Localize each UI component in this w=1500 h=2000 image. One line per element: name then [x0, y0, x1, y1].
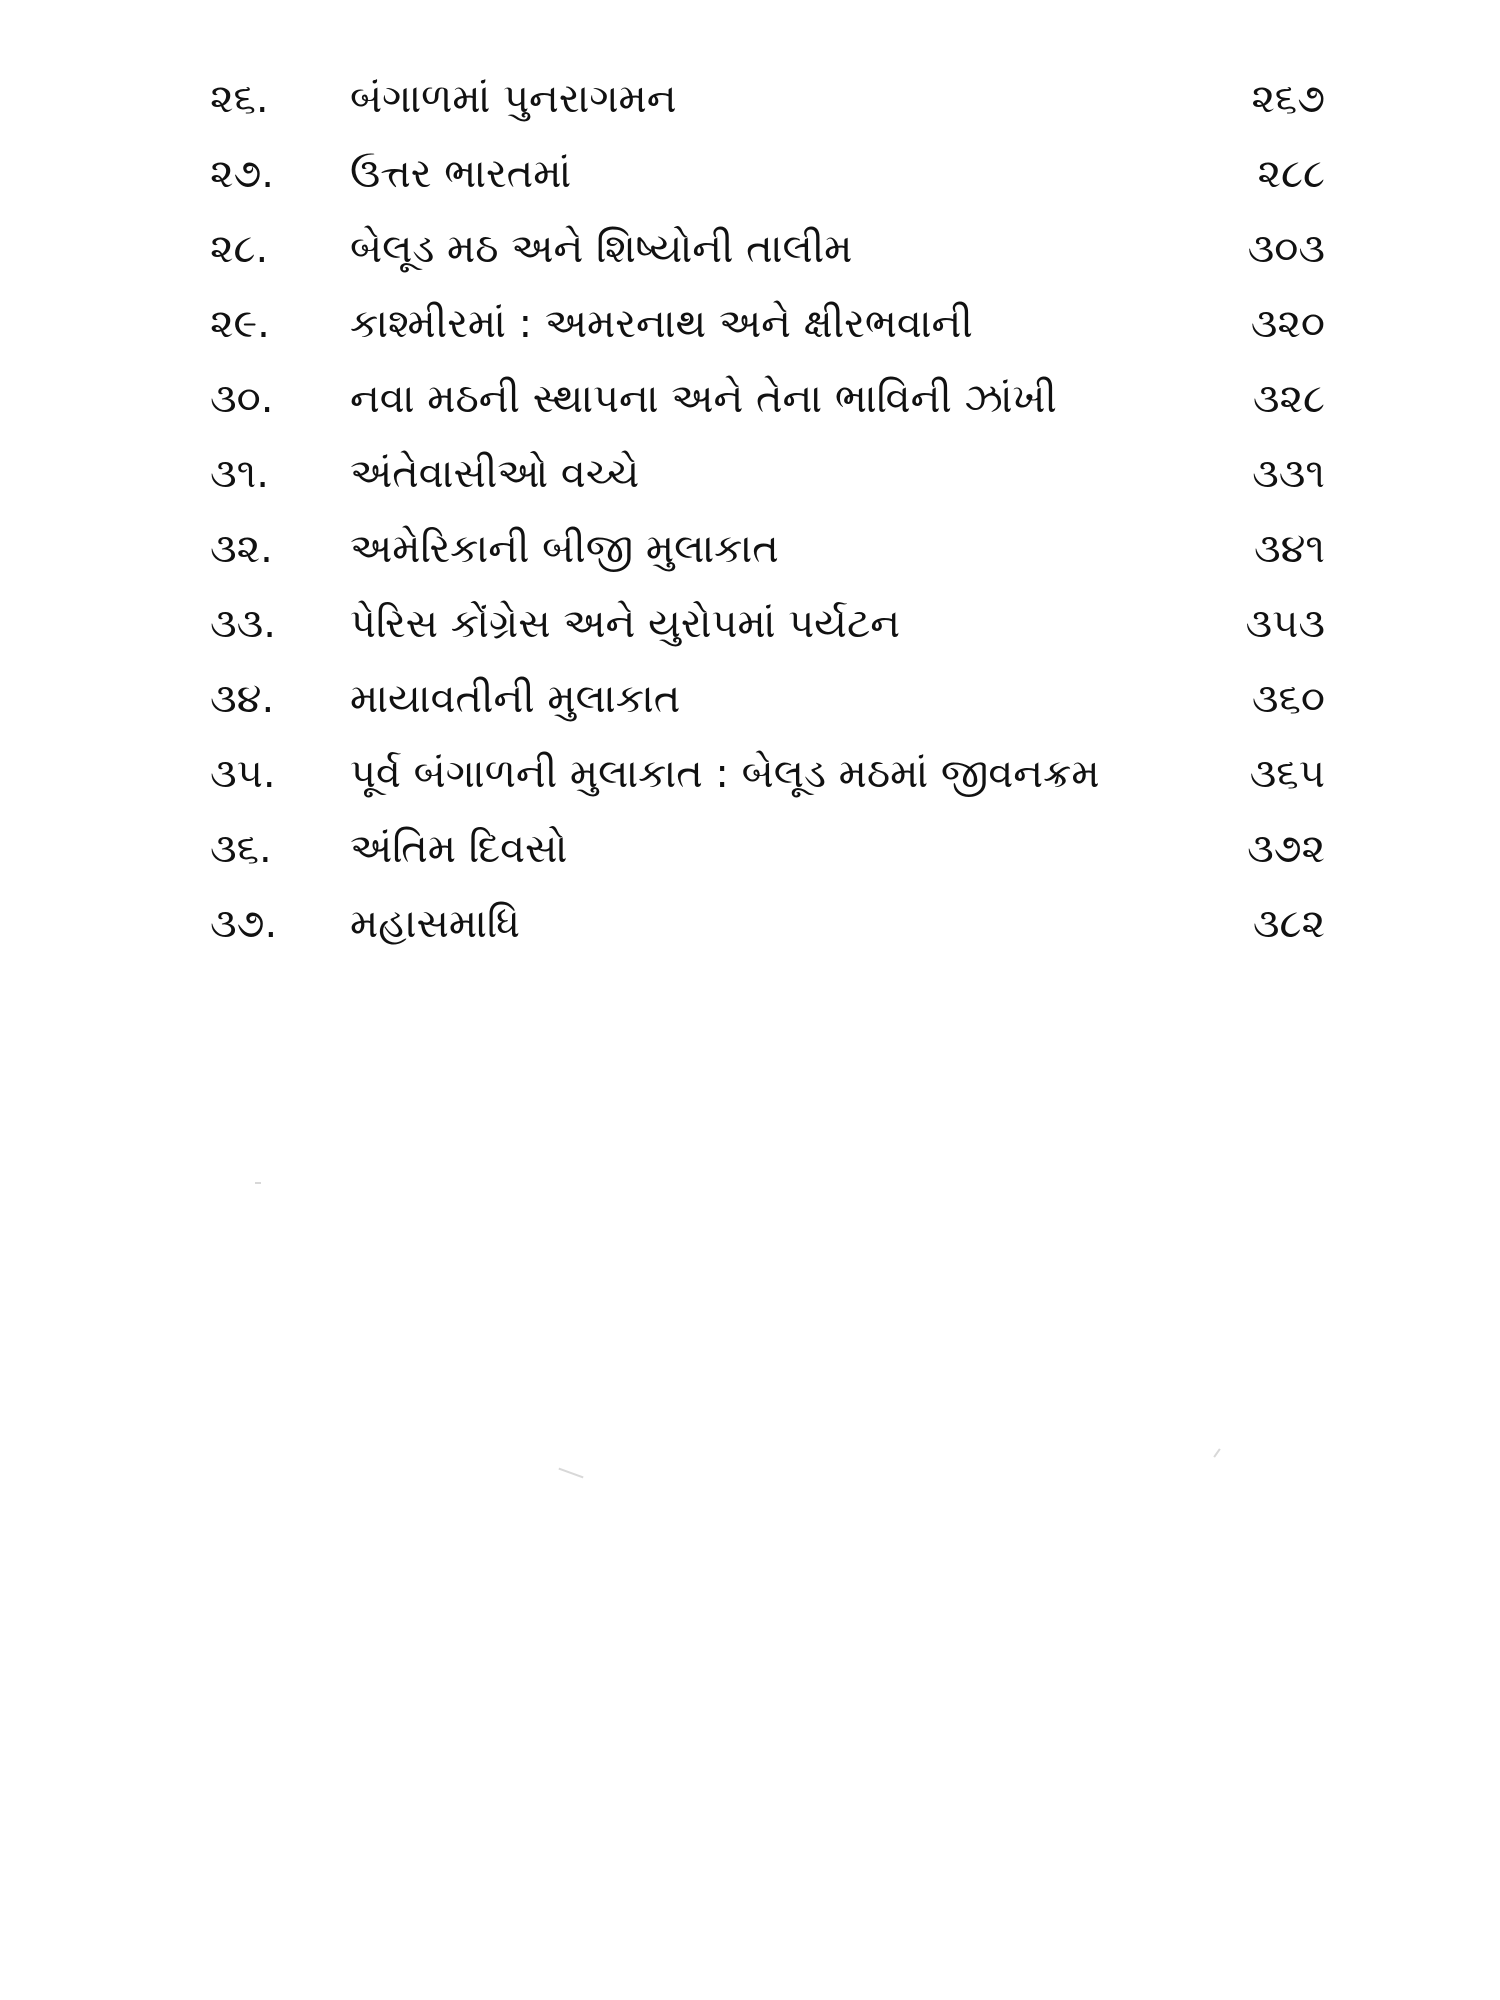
chapter-number: ૩૩.	[210, 601, 276, 647]
chapter-title: માયાવતીની મુલાકાત	[350, 676, 681, 722]
scan-speck	[1213, 1448, 1220, 1457]
chapter-title: અંતિમ દિવસો	[350, 826, 568, 872]
chapter-title: પૂર્વ બંગાળની મુલાકાત : બેલૂડ મઠમાં જીવનક્રમ	[350, 751, 1100, 797]
page-number: ૩૨૮	[1252, 376, 1325, 422]
toc-row-35	[210, 737, 1325, 812]
chapter-number: ૩૭.	[210, 901, 278, 947]
chapter-title: પેરિસ કોંગ્રેસ અને યુરોપમાં પર્યટન	[350, 601, 901, 647]
page-number: ૨૬૭	[1251, 76, 1325, 122]
chapter-number: ૨૭.	[210, 151, 274, 197]
toc-row-34	[210, 662, 1325, 737]
chapter-number: ૩૦.	[210, 376, 274, 422]
page-number: ૩૬૫	[1249, 751, 1325, 797]
toc-row-28	[210, 212, 1325, 287]
toc-row-29	[210, 287, 1325, 362]
chapter-number: ૩૨.	[210, 526, 273, 572]
toc-row-36	[210, 812, 1325, 887]
toc-row-37	[210, 887, 1325, 962]
toc-row-27	[210, 137, 1325, 212]
page-number: ૩૦૩	[1247, 226, 1325, 272]
toc-row-33	[210, 587, 1325, 662]
chapter-number: ૨૮.	[210, 226, 269, 272]
table-of-contents	[210, 62, 1325, 962]
page-number: ૩૭૨	[1247, 826, 1325, 872]
chapter-title: નવા મઠની સ્થાપના અને તેના ભાવિની ઝાંખી	[350, 376, 1057, 422]
chapter-number: ૩૧.	[210, 451, 269, 497]
page-number: ૩૫૩	[1245, 601, 1325, 647]
page-number: ૩૨૦	[1250, 301, 1325, 347]
chapter-number: ૩૪.	[210, 676, 275, 722]
toc-row-26	[210, 62, 1325, 137]
chapter-title: ઉત્તર ભારતમાં	[350, 151, 572, 197]
page-number: ૩૮૨	[1252, 901, 1325, 947]
chapter-number: ૨૯.	[210, 301, 270, 347]
chapter-title: બેલૂડ મઠ અને શિષ્યોની તાલીમ	[350, 226, 853, 272]
toc-row-30	[210, 362, 1325, 437]
scan-speck	[255, 1182, 261, 1184]
toc-row-32	[210, 512, 1325, 587]
chapter-title: કાશ્મીરમાં : અમરનાથ અને ક્ષીરભવાની	[350, 301, 973, 347]
chapter-title: મહાસમાધિ	[350, 901, 520, 947]
chapter-number: ૨૬.	[210, 76, 269, 122]
toc-row-31	[210, 437, 1325, 512]
chapter-title: અંતેવાસીઓ વચ્ચે	[350, 451, 640, 497]
scan-speck	[558, 1468, 583, 1479]
chapter-title: બંગાળમાં પુનરાગમન	[350, 76, 677, 122]
page-number: ૩૩૧	[1252, 451, 1325, 497]
page-number: ૩૪૧	[1253, 526, 1325, 572]
chapter-number: ૩૬.	[210, 826, 272, 872]
chapter-number: ૩૫.	[210, 751, 276, 797]
page-number: ૩૬૦	[1251, 676, 1325, 722]
chapter-title: અમેરિકાની બીજી મુલાકાત	[350, 526, 779, 572]
page-number: ૨૮૮	[1257, 151, 1325, 197]
